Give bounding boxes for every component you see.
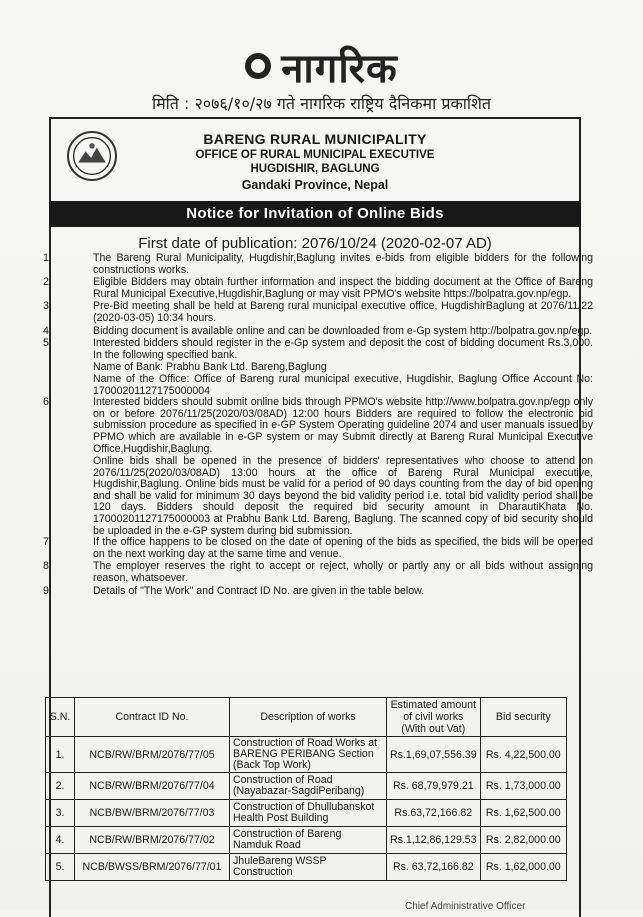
office-address: HUGDISHIR, BAGLUNG xyxy=(250,163,380,175)
table-header-row xyxy=(46,698,567,737)
col-bid-security: Bid security xyxy=(480,698,566,737)
office-account: Name of the Office: Office of Bareng rural municipal executive, Hugdishir, Baglung Office Account No: 17000201127175000004 xyxy=(93,372,593,397)
list-item: 5. Interested bidders should register in the e-Gp system and deposit the cost of bidding document Rs.3,000. In the following specified bank. xyxy=(43,337,593,361)
list-item: 7. If the office happens to be closed on the date of opening of the bids as specified, the bids will be opened on the next working day at the same time and venue. xyxy=(43,536,593,560)
signature-caption: Chief Administrative Officer xyxy=(405,901,526,912)
col-description: Description of works xyxy=(230,698,387,737)
bank-name: Name of Bank: Prabhu Bank Ltd. Bareng,Baglung xyxy=(93,361,327,374)
table-row: 3. NCB/BW/BRM/2076/77/03 Construction of Dhullubanskot Health Post Building Rs.63,72,166.82 Rs. 1,62,500.00 xyxy=(46,800,567,827)
table-row: 5. NCB/BWSS/BRM/2076/77/01 JhuleBareng WSSP Construction Rs. 63,72,166.82 Rs. 1,62,000.00 xyxy=(46,854,567,881)
newspaper-emblem-icon xyxy=(245,53,271,79)
list-item: 2. Eligible Bidders may obtain further information and inspect the bidding document at the Office of Bareng Rural Municipal Executive,Hugdishir,Baglung or may visit PPMO's website https://bolpatra.gov.np/egp. xyxy=(43,276,593,300)
list-item: 9. Details of "The Work" and Contract ID No. are given in the table below. xyxy=(43,584,425,597)
col-contract-id: Contract ID No. xyxy=(75,698,230,737)
col-sn: S.N. xyxy=(46,698,75,737)
list-item: 1. The Bareng Rural Municipality, Hugdishir,Baglung invites e-bids from eligible bidders for the following constructions works. xyxy=(43,252,593,276)
list-item: 8. The employer reserves the right to accept or reject, wholly or partly any or all bids without assigning reason, whatsoever. xyxy=(43,560,593,585)
org-name: BARENG RURAL MUNICIPALITY xyxy=(203,131,427,147)
newspaper-name: नागरिक xyxy=(281,45,398,92)
notice-header xyxy=(51,119,579,201)
list-item: 6. Interested bidders should submit online bids through PPMO's website http://www.bolpatra.gov.np/egp only on or before 2076/11/25(2020/03/08AD) 12:00 hours Bidders are required to follow the electronic bid submission procedure as specified in e-GP System Operating guideline 2074 and user manuals issued by PPMO which are available in e-GP system or may Submit directly at Bareng Rural Municipal Executive Office,Hugdishir,Baglung. xyxy=(43,396,593,455)
list-item: 3. Pre-Bid meeting shall be held at Bareng rural municipal executive office, HugdishirBaglung at 2076/11/22 (2020-03-05) 10:34 hours. xyxy=(43,300,593,324)
works-table xyxy=(45,697,567,881)
list-item: 4. Bidding document is available online and can be downloaded from e-Gp system http://bolpatra.gov.np/egp. xyxy=(43,324,593,337)
notice-title-banner: Notice for Invitation of Online Bids xyxy=(49,201,581,227)
office-name: OFFICE OF RURAL MUNICIPAL EXECUTIVE xyxy=(195,149,435,161)
publication-dateline: मिति : २०७६/१०/२७ गते नागरिक राष्ट्रिय दैनिकमा प्रकाशित xyxy=(151,94,492,113)
notice-box xyxy=(43,117,593,917)
col-estimated-amount: Estimated amount of civil works (With out Vat) xyxy=(387,698,481,737)
publication-date: First date of publication: 2076/10/24 (2020-02-07 AD) xyxy=(138,235,492,252)
table-row: 1. NCB/RW/BRM/2076/77/05 Construction of Road Works at BARENG PERIBANG Section (Back Top Work) Rs.1,69,07,556.39 Rs. 4,22,500.00 xyxy=(46,737,567,773)
bid-opening-paragraph: Online bids shall be opened in the presence of bidders' representatives who choose to attend on 2076/11/25(2020/03/08AD) 13:00 hours at the office of Bareng Rural Municipal executive, Hugdishir,Baglung. Online bids must be valid for a period of 90 days counting from the day of bid opening and shall be valid for minimum 30 days beyond the bid validity period i.e. total bid validity period shall be 120 days. Bidders should deposit the required bid security amount in DharautiKhata No. 17000201127175000003 at Prabhu Bank Ltd. Bareng, Baglung. The scanned copy of bid security should be uploaded in the e-GP system during bid submission. xyxy=(93,455,593,537)
table-row: 2. NCB/RW/BRM/2076/77/04 Construction of Road (Nayabazar-SagdiPeribang) Rs. 68,79,979.21 Rs. 1,73,000.00 xyxy=(46,773,567,800)
province: Gandaki Province, Nepal xyxy=(241,178,389,192)
notice-items xyxy=(41,253,593,598)
newspaper-masthead xyxy=(0,38,643,94)
table-row: 4. NCB/RW/BRM/2076/77/02 Construction of Bareng Namduk Road Rs.1,12,86,129.53 Rs. 2,82,000.00 xyxy=(46,827,567,854)
